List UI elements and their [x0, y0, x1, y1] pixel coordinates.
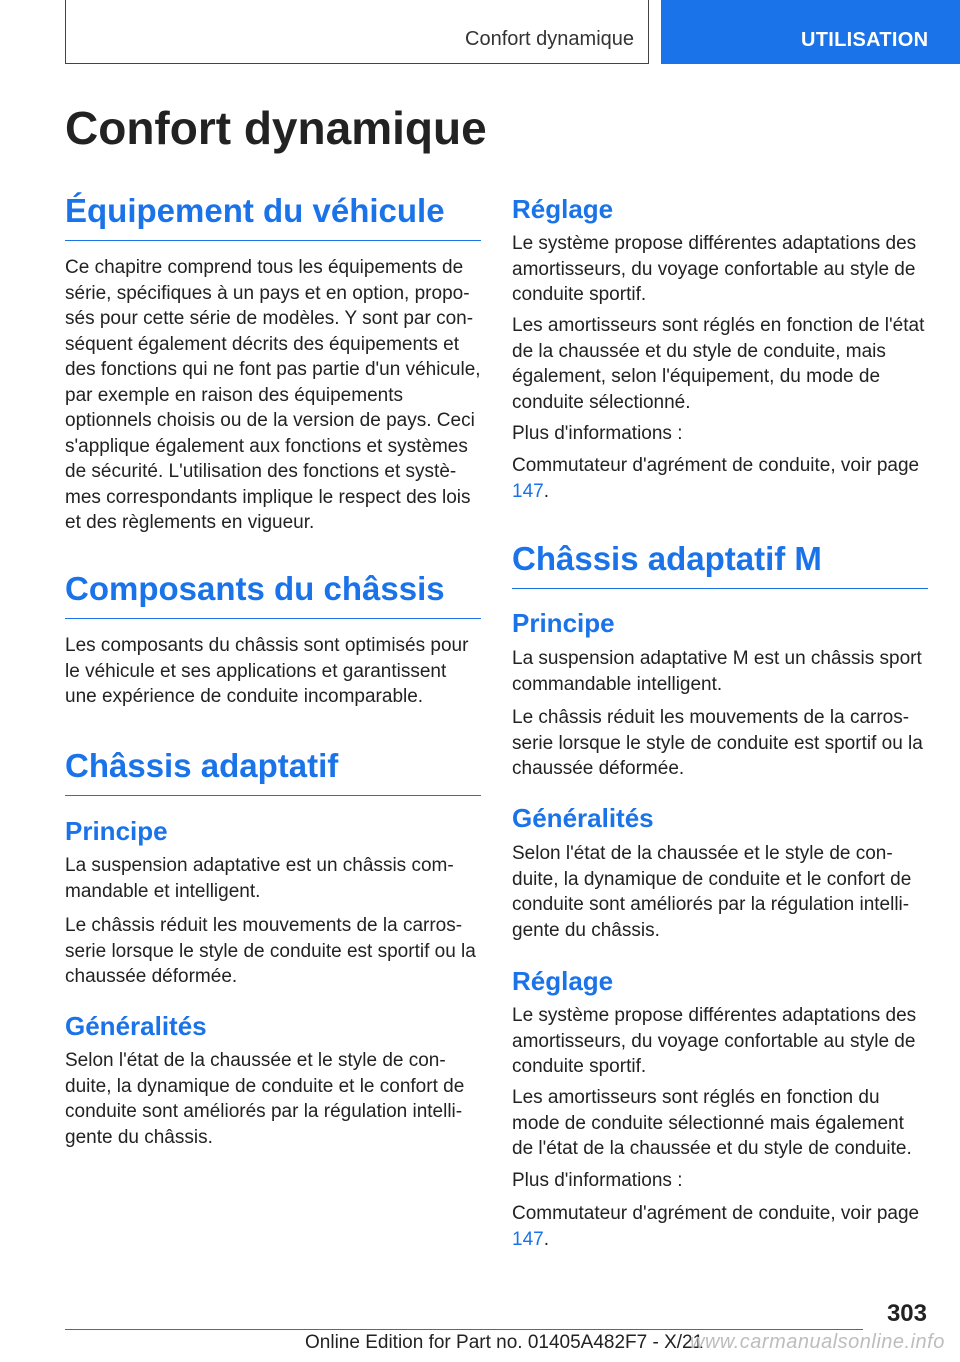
- header-chapter-tab[interactable]: [661, 0, 960, 64]
- paragraph-principle-m-1: La suspension adaptative M est un châssis sport commandable intelligent.: [512, 648, 922, 695]
- subheading-principle: Principe: [65, 816, 168, 846]
- subheading-principle-m: Principe: [512, 608, 615, 638]
- footer-edition: Online Edition for Part no. 01405A482F7 - X/21: [305, 1332, 704, 1353]
- paragraph-chassis-components: Les composants du châssis sont optimisés pour le véhicule et ses applications et garantissent une expérience de conduite incomparable.: [65, 635, 469, 707]
- paragraph-setting-2b: Les amortisseurs sont réglés en fonction du mode de conduite sélectionné mais également de l'état de la chaussée et du style de conduite.: [512, 1087, 912, 1159]
- reference-2-text: Commutateur d'agrément de conduite, voir page: [512, 1203, 920, 1224]
- heading-chassis-components: Composants du châssis: [65, 568, 481, 619]
- paragraph-principle-1: La suspension adaptative est un châssis commandable et intelligent.: [65, 855, 454, 902]
- heading-equipment: Équipement du véhicule: [65, 190, 481, 241]
- paragraph-setting-1a: Le système propose différentes adaptations des amortisseurs, du voyage confortable au style de conduite sportif.: [512, 233, 917, 305]
- watermark: www.carmanualsonline.info: [690, 1331, 945, 1353]
- paragraph-principle-m-2: Le châssis réduit les mouvements de la carrosserie lorsque le style de conduite est sportif ou la chaussée déformée.: [512, 707, 923, 779]
- reference-1-text: Commutateur d'agrément de conduite, voir page: [512, 455, 920, 476]
- paragraph-more-info-2: Plus d'informations :: [512, 1170, 683, 1191]
- header-section-title: Confort dynamique: [465, 28, 634, 50]
- heading-adaptive-chassis: Châssis adaptatif: [65, 745, 481, 796]
- paragraph-more-info-1: Plus d'informations :: [512, 423, 683, 444]
- paragraph-reference-1: Commutateur d'agrément de conduite, voir page 147.: [512, 455, 920, 502]
- page-link-147[interactable]: 147: [512, 480, 544, 502]
- paragraph-equipment: Ce chapitre comprend tous les équipements de série, spécifiques à un pays et en option, proposés pour cette série de modèles. Y sont par conséquent également décrits des équipements et des fonctions qui ne font pas partie d'un véhicule, par exemple en raison des équipements optionnels choisis ou de la version de pays. Ceci s'applique également aux fonctions et systèmes de sécurité. L'utilisation des fonctions et systèmes correspondants implique le respect des lois et des règlements en vigueur.: [65, 257, 481, 533]
- subheading-setting-1: Réglage: [512, 194, 614, 224]
- page-title: Confort dynamique: [65, 102, 487, 154]
- paragraph-general-m: Selon l'état de la chaussée et le style de conduite, la dynamique de conduite et le confort de conduite sont améliorés par la régulation intelligente du châssis.: [512, 843, 912, 941]
- heading-adaptive-chassis-m: Châssis adaptatif M: [512, 538, 928, 589]
- footer-divider: [65, 1329, 863, 1330]
- page-link-147[interactable]: 147: [512, 1228, 544, 1250]
- header-section-box: [65, 0, 649, 64]
- paragraph-setting-2a: Le système propose différentes adaptations des amortisseurs, du voyage confortable au style de conduite sportif.: [512, 1005, 917, 1077]
- subheading-general-m: Généralités: [512, 803, 654, 833]
- subheading-general: Généralités: [65, 1011, 207, 1041]
- paragraph-general: Selon l'état de la chaussée et le style de conduite, la dynamique de conduite et le confort de conduite sont améliorés par la régulation intelligente du châssis.: [65, 1050, 465, 1148]
- subheading-setting-2: Réglage: [512, 966, 614, 996]
- paragraph-principle-2: Le châssis réduit les mouvements de la carrosserie lorsque le style de conduite est sportif ou la chaussée déformée.: [65, 915, 476, 987]
- paragraph-setting-1b: Les amortisseurs sont réglés en fonction de l'état de la chaussée et du style de conduite, mais également, selon l'équipement, du mode de conduite sélectionné.: [512, 315, 925, 413]
- header-chapter-tab-label: UTILISATION: [801, 29, 929, 51]
- paragraph-reference-2: Commutateur d'agrément de conduite, voir page 147.: [512, 1203, 920, 1250]
- page-number: 303: [886, 1300, 927, 1327]
